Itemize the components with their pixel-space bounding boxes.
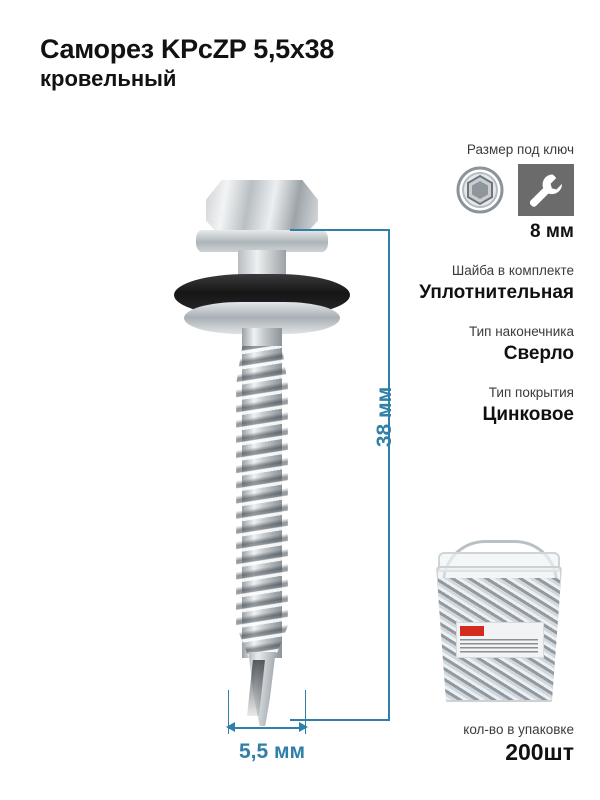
wrench-icon	[518, 164, 574, 216]
product-title-line2: кровельный	[40, 66, 177, 92]
dimension-arrow-left-icon	[226, 722, 235, 732]
bucket-body	[436, 566, 562, 702]
bucket-label-text-lines	[460, 639, 538, 653]
spec-caption-coating: Тип покрытия	[488, 384, 574, 400]
product-title-line1: Саморез KPcZP 5,5x38	[40, 34, 335, 64]
dimension-tick-top	[290, 229, 390, 231]
spec-item-tip-type	[384, 324, 574, 365]
screw-threads	[224, 346, 300, 664]
package-quantity-value: 200шт	[505, 739, 574, 765]
spec-item-washer	[384, 263, 574, 304]
package-quantity-caption: кол-во в упаковке	[463, 722, 574, 737]
bucket-label	[456, 622, 544, 658]
screw-head-flange	[196, 230, 328, 252]
package-quantity-block	[374, 722, 574, 766]
spec-value-coating: Цинковое	[482, 403, 574, 425]
spec-item-wrench-size	[384, 142, 574, 243]
spec-caption-tip-type: Тип наконечника	[468, 323, 574, 339]
spec-list	[384, 142, 574, 446]
hex-socket-icon	[452, 164, 508, 216]
spec-icons-wrench-size	[384, 164, 574, 216]
spec-value-tip-type: Сверло	[503, 342, 574, 364]
spec-caption-washer: Шайба в комплекте	[451, 262, 574, 278]
screw-illustration	[150, 160, 370, 720]
spec-value-wrench-size: 8 мм	[530, 221, 574, 242]
dimension-arrow-right-icon	[299, 722, 308, 732]
dimension-label-diameter: 5,5 мм	[238, 740, 306, 763]
bucket-label-brand-mark	[460, 626, 484, 636]
page-title	[40, 34, 560, 92]
package-image	[422, 548, 572, 708]
spec-item-coating	[384, 385, 574, 426]
spec-caption-wrench-size: Размер под ключ	[466, 142, 574, 157]
spec-value-washer: Уплотнительная	[419, 281, 574, 303]
dimension-label-length: 38 мм	[373, 386, 397, 448]
product-image	[150, 160, 370, 720]
dimension-line-diameter	[228, 727, 306, 729]
